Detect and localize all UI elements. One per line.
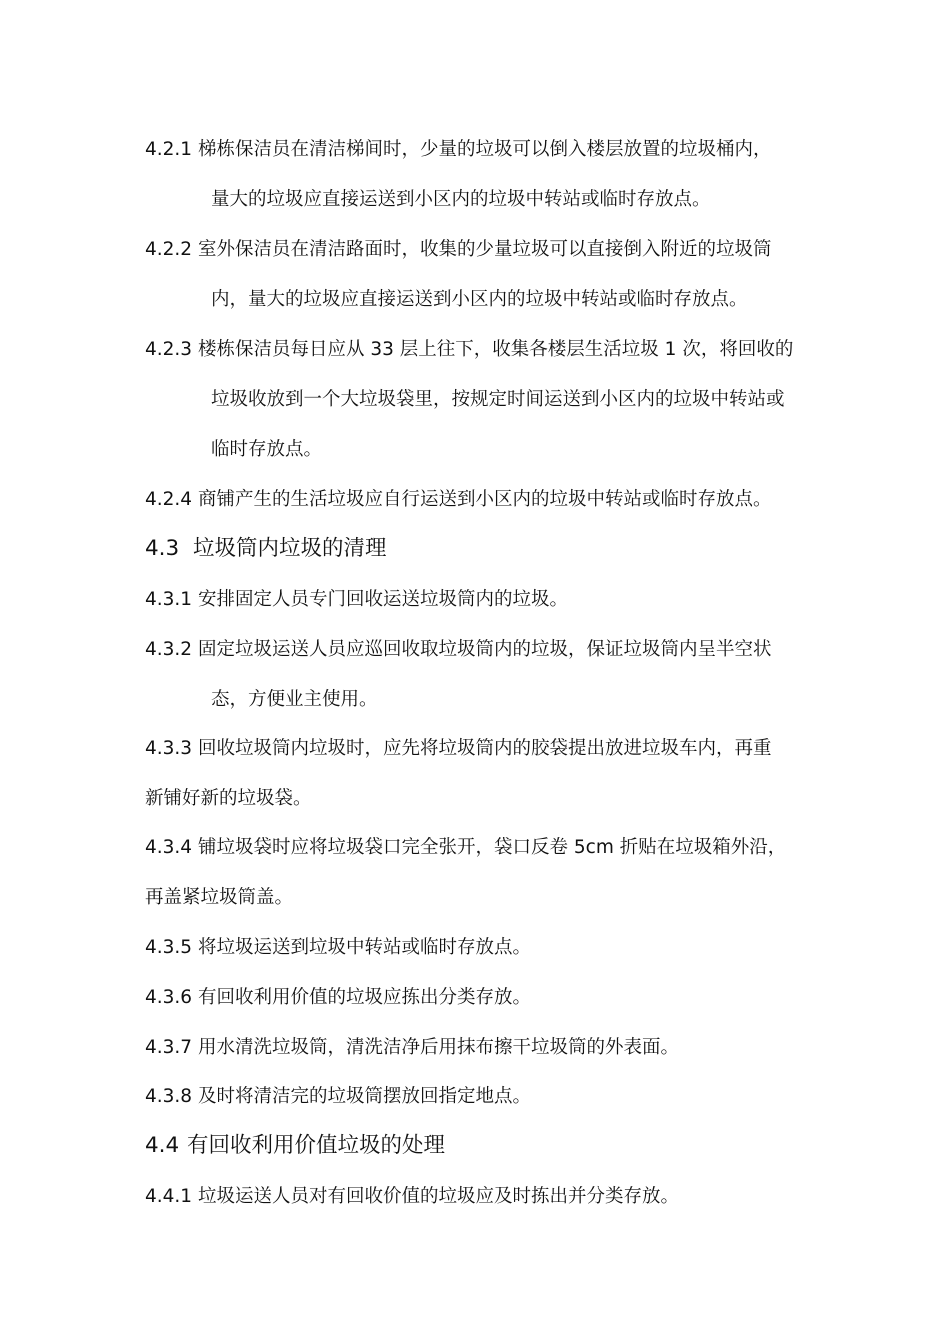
item-text: 楼栋保洁员每日应从 33 层上往下，收集各楼层生活垃圾 1 次，将回收的 <box>198 339 794 360</box>
item-number: 4.3.2 <box>145 639 193 660</box>
section-number: 4.3 <box>145 536 180 561</box>
item-4-3-3-line-1 <box>145 737 772 761</box>
item-text: 态，方便业主使用。 <box>211 689 378 710</box>
item-number: 4.2.4 <box>145 489 193 510</box>
item-text: 再盖紧垃圾筒盖。 <box>145 887 294 908</box>
item-4-3-7-line-1 <box>145 1036 679 1060</box>
section-title: 垃圾筒内垃圾的清理 <box>193 536 387 561</box>
item-text: 固定垃圾运送人员应巡回收取垃圾筒内的垃圾，保证垃圾筒内呈半空状 <box>198 639 772 660</box>
item-4-3-2-line-2 <box>211 688 378 712</box>
item-4-2-3-line-3 <box>211 438 322 462</box>
item-text: 有回收利用价值的垃圾应拣出分类存放。 <box>198 987 532 1008</box>
item-number: 4.3.5 <box>145 937 193 958</box>
item-text: 梯栋保洁员在清洁梯间时，少量的垃圾可以倒入楼层放置的垃圾桶内， <box>198 139 772 160</box>
item-4-2-2-line-1 <box>145 238 772 262</box>
item-number: 4.3.8 <box>145 1086 193 1107</box>
item-4-3-8-line-1 <box>145 1085 531 1109</box>
item-text: 将垃圾运送到垃圾中转站或临时存放点。 <box>198 937 532 958</box>
item-text: 垃圾收放到一个大垃圾袋里，按规定时间运送到小区内的垃圾中转站或 <box>211 389 785 410</box>
item-4-2-4-line-1 <box>145 488 772 512</box>
item-number: 4.4.1 <box>145 1186 193 1207</box>
item-text: 量大的垃圾应直接运送到小区内的垃圾中转站或临时存放点。 <box>211 189 711 210</box>
item-4-2-2-line-2 <box>211 288 748 312</box>
item-text: 安排固定人员专门回收运送垃圾筒内的垃圾。 <box>198 589 569 610</box>
item-number: 4.3.1 <box>145 589 193 610</box>
item-number: 4.2.1 <box>145 139 193 160</box>
item-4-4-1-line-1 <box>145 1185 679 1209</box>
item-text: 临时存放点。 <box>211 439 323 460</box>
item-4-2-1-line-1 <box>145 138 772 162</box>
item-text: 垃圾运送人员对有回收价值的垃圾应及时拣出并分类存放。 <box>198 1186 680 1207</box>
item-text: 铺垃圾袋时应将垃圾袋口完全张开，袋口反卷 5cm 折贴在垃圾箱外沿， <box>198 837 787 858</box>
section-number: 4.4 <box>145 1133 180 1158</box>
item-text: 商铺产生的生活垃圾应自行运送到小区内的垃圾中转站或临时存放点。 <box>198 489 772 510</box>
item-number: 4.3.3 <box>145 738 193 759</box>
item-4-2-3-line-1 <box>145 338 793 362</box>
item-number: 4.3.6 <box>145 987 193 1008</box>
item-4-3-6-line-1 <box>145 986 531 1010</box>
item-number: 4.3.7 <box>145 1037 193 1058</box>
section-title: 有回收利用价值垃圾的处理 <box>187 1133 446 1158</box>
item-4-3-5-line-1 <box>145 936 531 960</box>
item-text: 内，量大的垃圾应直接运送到小区内的垃圾中转站或临时存放点。 <box>211 289 748 310</box>
item-number: 4.3.4 <box>145 837 193 858</box>
item-4-3-3-line-2 <box>145 787 312 811</box>
item-4-2-1-line-2 <box>211 188 711 212</box>
item-text: 室外保洁员在清洁路面时，收集的少量垃圾可以直接倒入附近的垃圾筒 <box>198 239 772 260</box>
item-4-2-3-line-2 <box>211 388 785 412</box>
item-text: 新铺好新的垃圾袋。 <box>145 788 312 809</box>
item-4-3-2-line-1 <box>145 638 772 662</box>
item-4-3-4-line-2 <box>145 886 293 910</box>
item-4-3-1-line-1 <box>145 588 568 612</box>
item-text: 及时将清洁完的垃圾筒摆放回指定地点。 <box>198 1086 532 1107</box>
item-text: 用水清洗垃圾筒，清洗洁净后用抹布擦干垃圾筒的外表面。 <box>198 1037 680 1058</box>
item-text: 回收垃圾筒内垃圾时，应先将垃圾筒内的胶袋提出放进垃圾车内，再重 <box>198 738 772 759</box>
item-number: 4.2.3 <box>145 339 193 360</box>
item-4-3-4-line-1 <box>145 836 786 860</box>
item-number: 4.2.2 <box>145 239 193 260</box>
section-heading-4-3 <box>145 535 387 563</box>
section-heading-4-4 <box>145 1132 445 1160</box>
